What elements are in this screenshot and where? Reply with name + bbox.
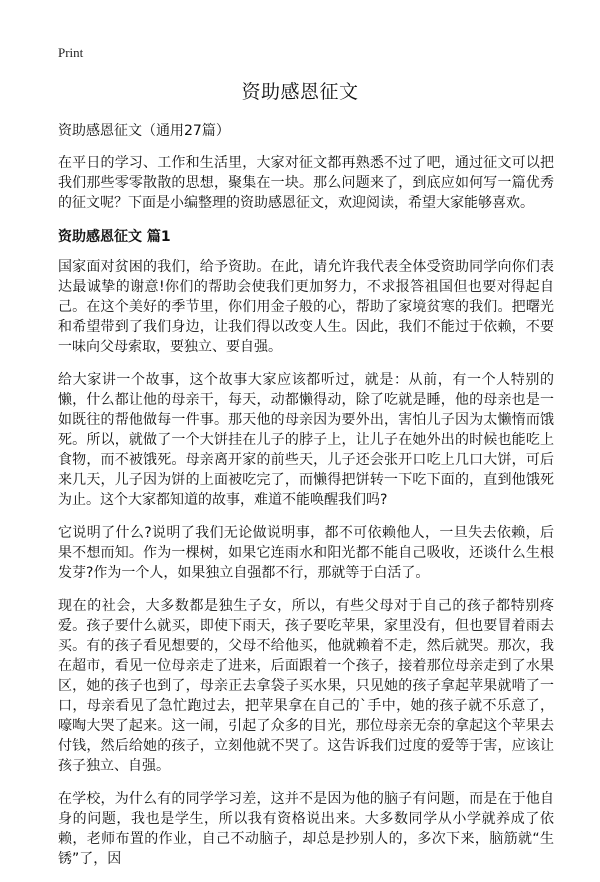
intro-paragraph: 在平日的学习、工作和生活里，大家对征文都再熟悉不过了吧，通过征文可以把我们那些零零散散的思想，聚集在一块。那么问题来了，到底应如何写一篇优秀的征文呢？下面是小编整理的资助感恩征文，欢迎阅读，希望大家能够喜欢。 [58, 155, 554, 211]
body-paragraph-5: 在学校，为什么有的同学学习差，这并不是因为他的脑子有问题，而是在于他自身的问题，我也是学生，所以我有资格说出来。大多数同学从小学就养成了依赖，老师布置的作业，自己不动脑子，却总是抄别人的，多次下来，脑筋就“生锈”了，因 [58, 791, 554, 867]
document-body [58, 121, 554, 882]
body-paragraph-3: 它说明了什么?说明了我们无论做说明事，都不可依赖他人，一旦失去依赖，后果不想而知。作为一棵树，如果它连雨水和阳光都不能自己吸收，还谈什么生根发芽?作为一个人，如果独立自强都不行，那就等于白活了。 [58, 525, 554, 581]
print-link[interactable]: Print [58, 45, 84, 60]
document-subtitle: 资助感恩征文（通用27篇） [58, 123, 230, 139]
body-paragraph-1: 国家面对贫困的我们，给予资助。在此，请允许我代表全体受资助同学向你们表达最诚挚的谢意!你们的帮助会使我们更加努力，不求报答祖国但也要对得起自己。在这个美好的季节里，你们用金子般的心，帮助了家境贫寒的我们。把曙光和希望带到了我们身边，让我们得以改变人生。因此，我们不能过于依赖，不要一味向父母索取，要独立、要自强。 [58, 259, 554, 355]
section-heading: 资助感恩征文 篇1 [58, 229, 171, 245]
body-paragraph-4: 现在的社会，大多数都是独生子女，所以，有些父母对于自己的孩子都特别疼爱。孩子要什么就买，即使下雨天，孩子要吃苹果，家里没有，但也要冒着雨去买。有的孩子看见想要的，父母不给他买，他就赖着不走，然后就哭。那次，我在超市，看见一位母亲走了进来，后面跟着一个孩子，接着那位母亲走到了水果区，她的孩子也到了，母亲正去拿袋子买水果，只见她的孩子拿起苹果就啃了一口，母亲看见了急忙跑过去，把苹果拿在自己的`手中，她的孩子就不乐意了，嚎啕大哭了起来。这一闹，引起了众多的目光，那位母亲无奈的拿起这个苹果去付钱，然后给她的孩子，立刻他就不哭了。这告诉我们过度的爱等于害，应该让孩子独立、自强。 [58, 598, 554, 774]
body-paragraph-2: 给大家讲一个故事，这个故事大家应该都听过，就是：从前，有一个人特别的懒，什么都让他的母亲干，每天，动都懒得动，除了吃就是睡，他的母亲也是一如既往的帮他做每一件事。那天他的母亲因为要外出，害怕儿子因为太懒惰而饿死。所以，就做了一个大饼挂在儿子的脖子上，让儿子在她外出的时候也能吃上食物，而不被饿死。母亲离开家的前些天，儿子还会张开口吃上几口大饼，可后来几天，儿子因为饼的上面被吃完了，而懒得把饼转一下吃下面的，直到他饿死为止。这个大家都知道的故事，难道不能唤醒我们吗? [58, 372, 554, 508]
page-title: 资助感恩征文 [241, 81, 359, 103]
